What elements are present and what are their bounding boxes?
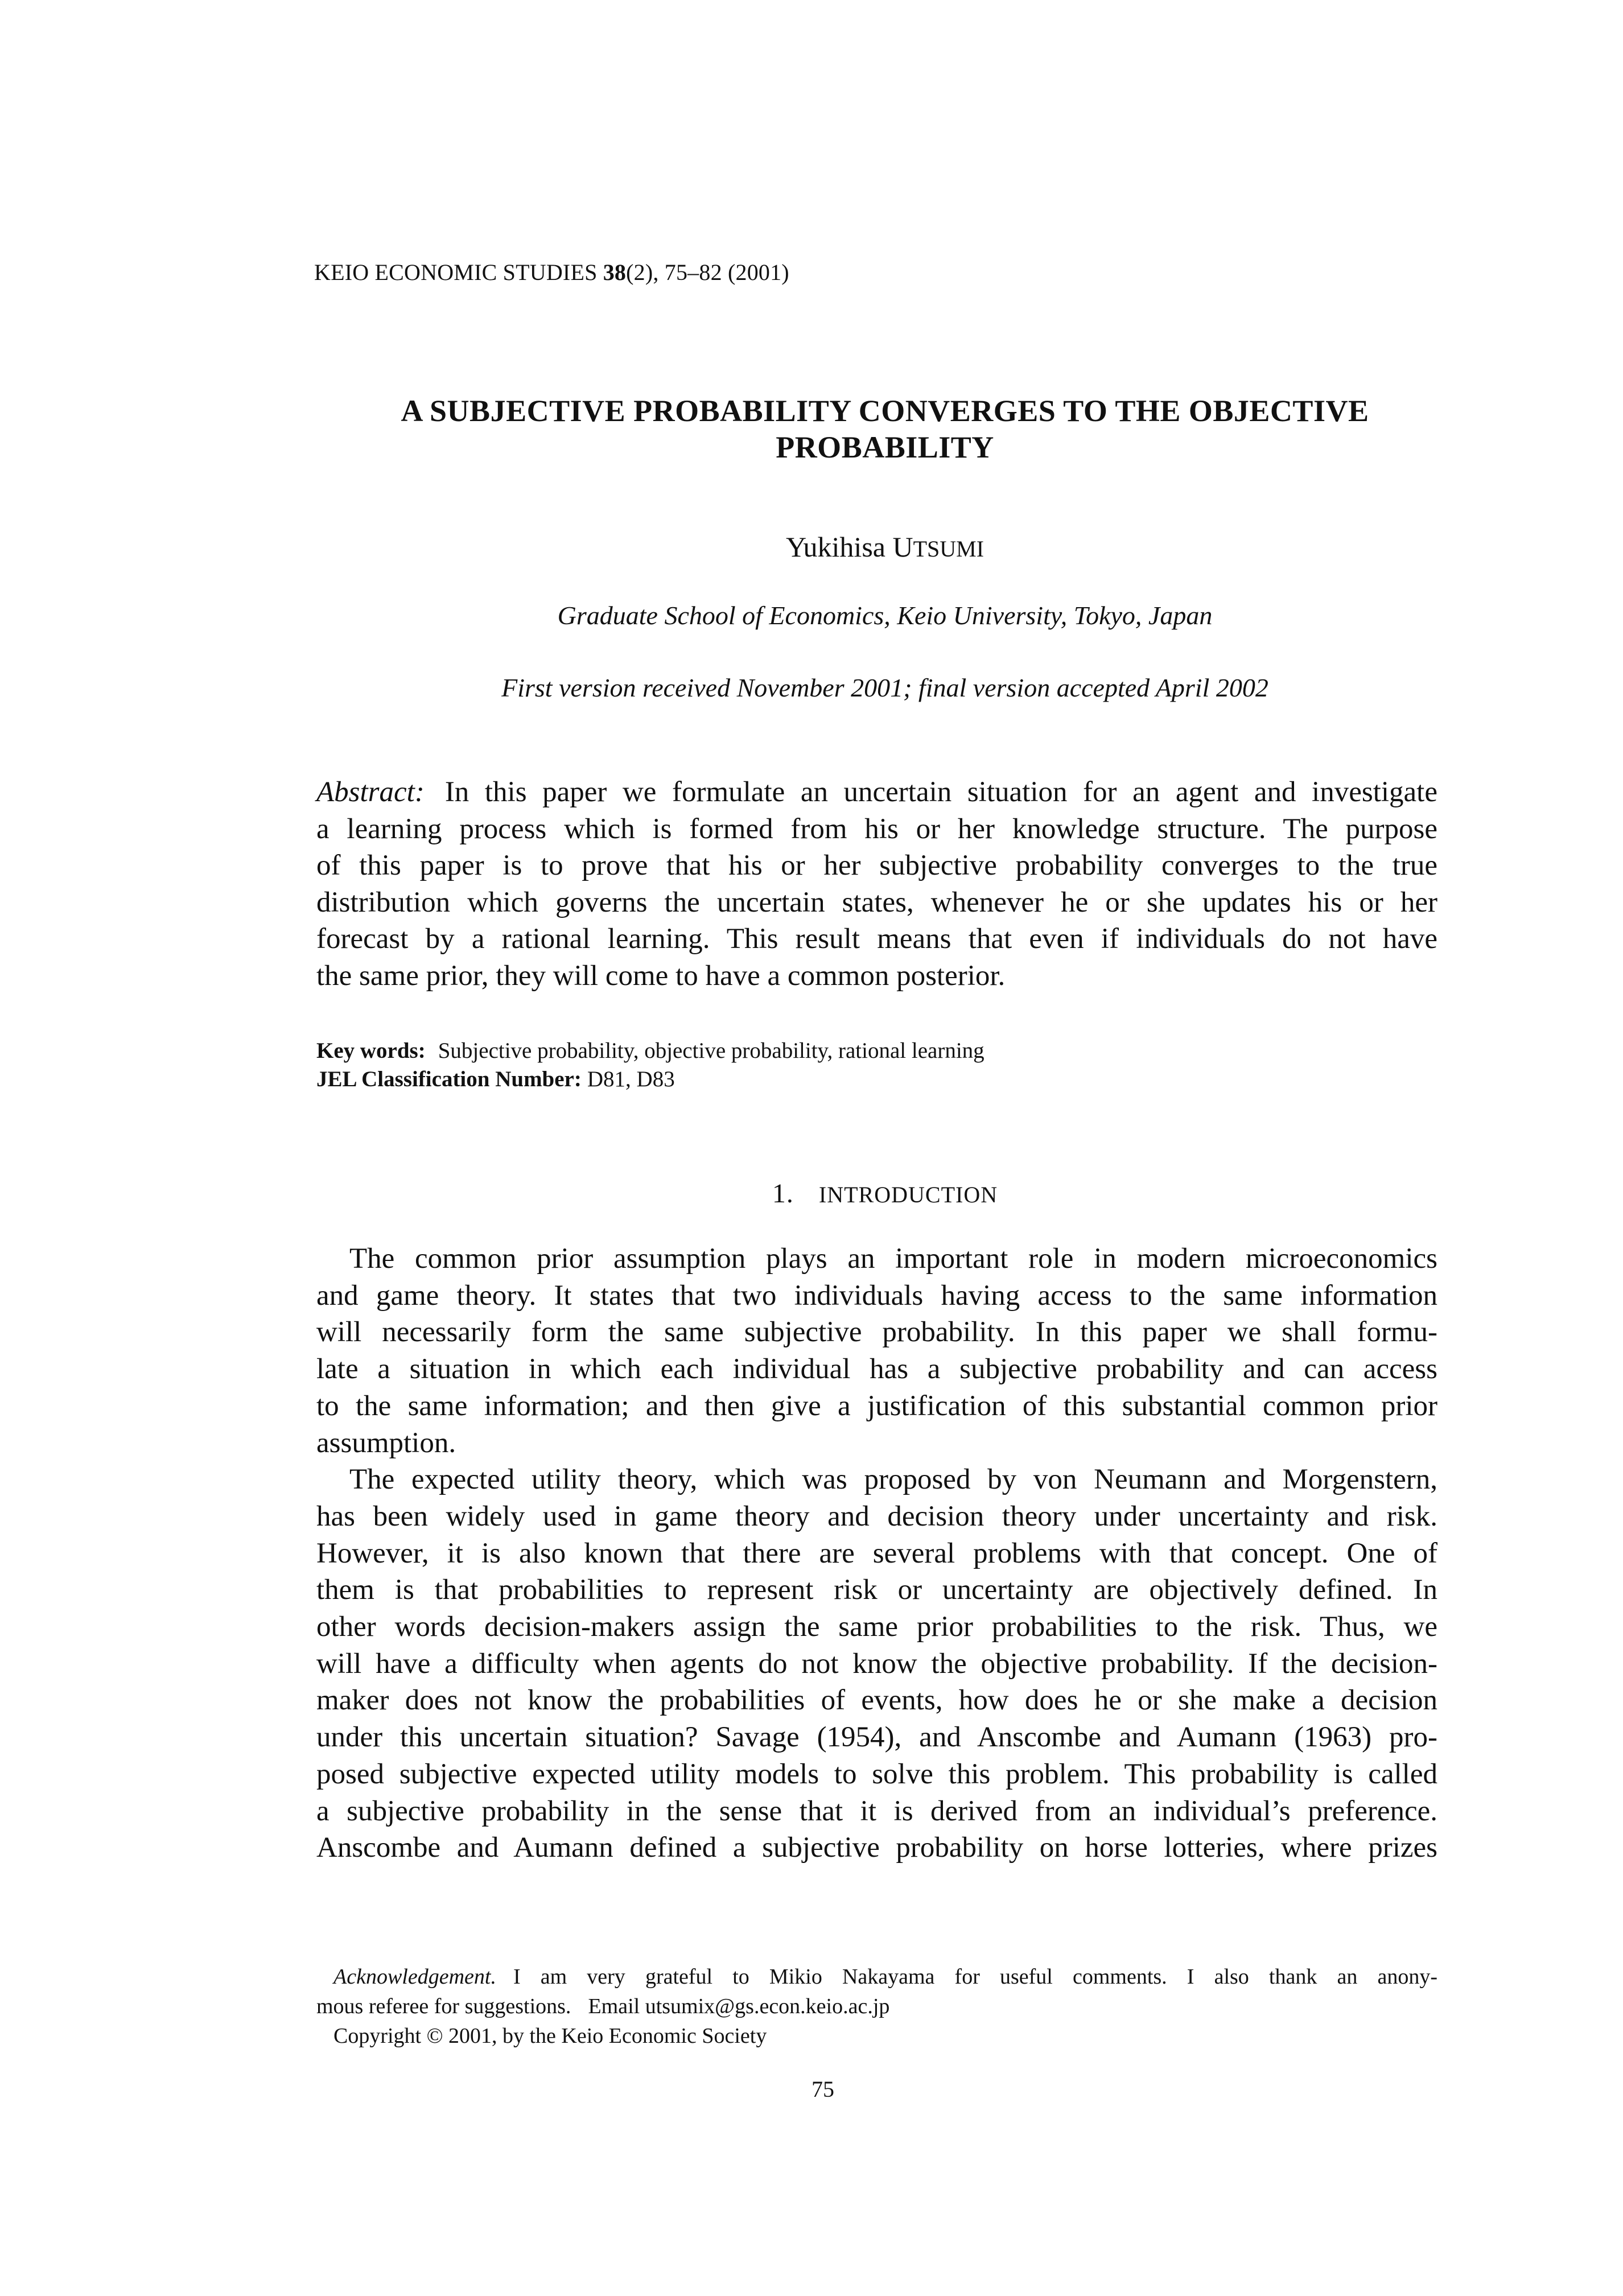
keywords-block: [316, 1037, 1437, 1094]
body-line: to the same information; and then give a justification of this substantial common prior: [316, 1390, 1437, 1422]
author-family-initial: U: [892, 531, 913, 563]
body-line: them is that probabilities to represent risk or uncertainty are objectively defined. In: [316, 1574, 1437, 1606]
body-line: Anscombe and Aumann defined a subjective probability on horse lotteries, where prizes: [316, 1832, 1437, 1864]
acknowledgement-label: Acknowledgement.: [333, 1965, 496, 1989]
jel-row: [316, 1065, 1437, 1094]
jel-value: D81, D83: [587, 1067, 675, 1091]
body-line: has been widely used in game theory and decision theory under uncertainty and risk.: [316, 1500, 1437, 1532]
body-line: will necessarily form the same subjective probability. In this paper we shall formu-: [316, 1316, 1437, 1349]
body-line: other words decision-makers assign the same prior probabilities to the risk. Thus, we: [316, 1611, 1437, 1643]
paper-title-line-1: A SUBJECTIVE PROBABILITY CONVERGES TO THE OBJECTIVE: [401, 394, 1369, 428]
journal-issue-pages-year: (2), 75–82 (2001): [626, 259, 789, 285]
author-affiliation: Graduate School of Economics, Keio University, Tokyo, Japan: [557, 601, 1213, 630]
jel-label: JEL Classification Number:: [316, 1067, 582, 1091]
body-line: However, it is also known that there are several problems with that concept. One of: [316, 1537, 1437, 1569]
acknowledgement-line: Acknowledgement. I am very grateful to Mikio Nakayama for useful comments. I also thank an anony-: [333, 1965, 1437, 1989]
email-address: utsumix@gs.econ.keio.ac.jp: [645, 1994, 890, 2018]
body-line: maker does not know the probabilities of events, how does he or she make a decision: [316, 1684, 1437, 1717]
body-line: assumption.: [316, 1427, 456, 1459]
body-line: and game theory. It states that two individuals having access to the same information: [316, 1279, 1437, 1312]
section-title: INTRODUCTION: [818, 1182, 998, 1207]
body-line: under this uncertain situation? Savage (1954), and Anscombe and Aumann (1963) pro-: [316, 1721, 1437, 1754]
body-line: a subjective probability in the sense that it is derived from an individual’s preference.: [316, 1795, 1437, 1827]
abstract-line: of this paper is to prove that his or her subjective probability converges to the true: [316, 850, 1437, 881]
abstract-line: the same prior, they will come to have a common posterior.: [316, 959, 1006, 992]
abstract: [316, 774, 1437, 994]
keywords-value: Subjective probability, objective probability, rational learning: [438, 1038, 984, 1063]
body-text: [316, 1240, 1437, 1866]
body-line: will have a difficulty when agents do not know the objective probability. If the decision-: [316, 1647, 1437, 1680]
abstract-line: forecast by a rational learning. This result means that even if individuals do not have: [316, 923, 1437, 955]
journal-name: KEIO ECONOMIC STUDIES: [314, 259, 598, 285]
body-line: posed subjective expected utility models to solve this problem. This probability is called: [316, 1758, 1437, 1790]
section-heading: [319, 1178, 1451, 1209]
abstract-line: a learning process which is formed from his or her knowledge structure. The purpose: [316, 813, 1437, 845]
email-label: Email: [588, 1994, 640, 2018]
author-given-name: Yukihisa: [785, 531, 885, 563]
abstract-line: distribution which governs the uncertain states, whenever he or she updates his or her: [316, 886, 1437, 918]
body-line: The common prior assumption plays an important role in modern microeconomics: [349, 1243, 1437, 1275]
submission-dates: First version received November 2001; final version accepted April 2002: [501, 673, 1268, 702]
body-line: The expected utility theory, which was proposed by von Neumann and Morgenstern,: [349, 1464, 1437, 1496]
section-number: 1.: [772, 1178, 794, 1209]
footnote: [316, 1962, 1437, 2051]
paper-title-line-2: PROBABILITY: [776, 430, 994, 464]
keywords-label: Key words:: [316, 1038, 426, 1063]
journal-citation: [0, 259, 1623, 286]
acknowledgement-line: mous referee for suggestions. Email utsumix@gs.econ.keio.ac.jp: [316, 1994, 890, 2018]
paper-title: [319, 393, 1451, 465]
abstract-line: Abstract: In this paper we formulate an uncertain situation for an agent and investigate: [316, 776, 1437, 808]
journal-volume: 38: [603, 259, 627, 285]
keywords-row: [316, 1037, 1437, 1065]
page-number: 75: [812, 2076, 834, 2102]
author-family-rest: TSUMI: [913, 536, 984, 562]
copyright-notice: Copyright © 2001, by the Keio Economic Society: [333, 2024, 767, 2048]
author-name: [319, 530, 1451, 563]
body-line: late a situation in which each individual has a subjective probability and can access: [316, 1353, 1437, 1386]
abstract-label: Abstract:: [316, 776, 425, 808]
